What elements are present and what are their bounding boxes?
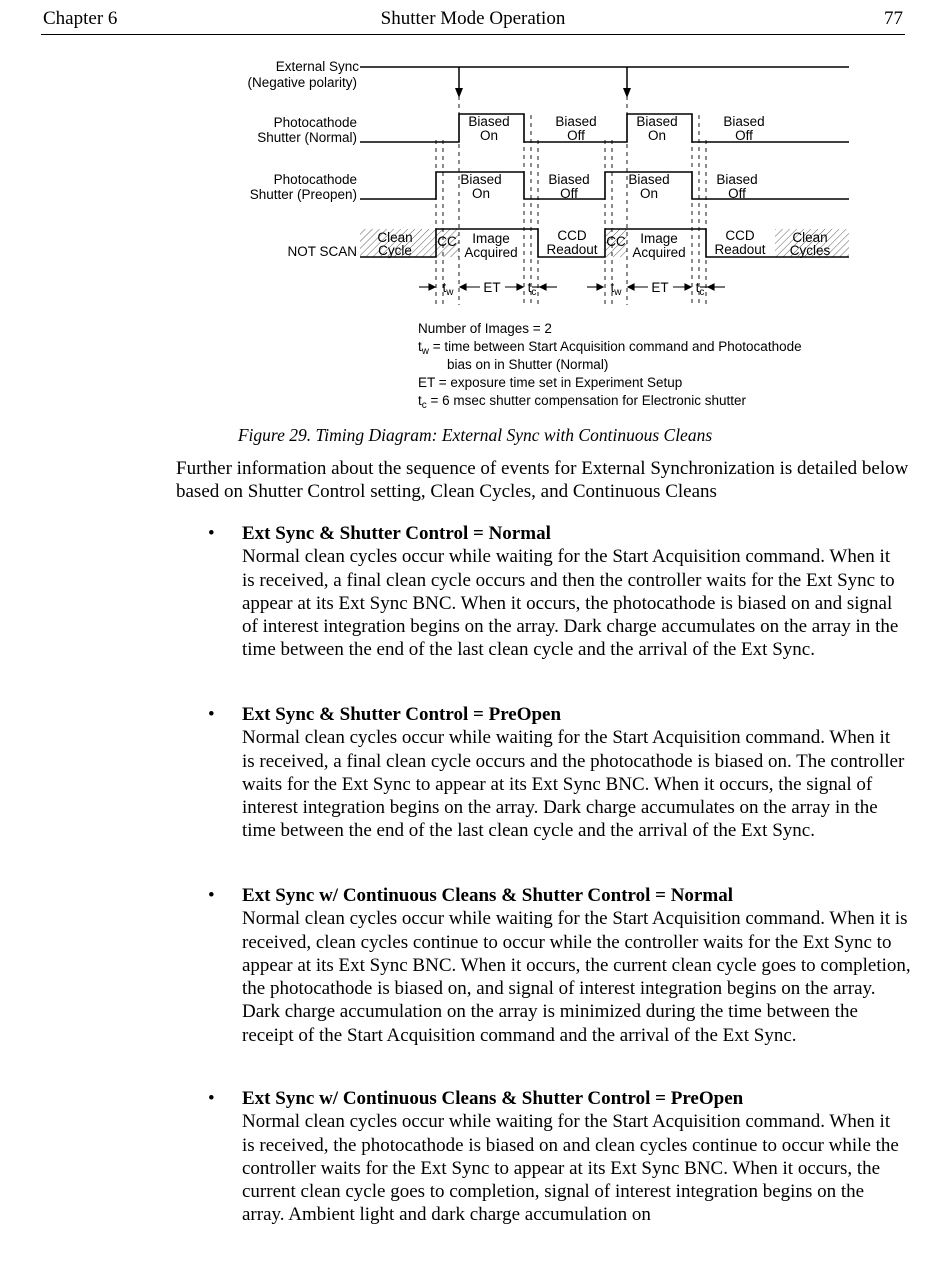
- preopen-shutter-waveform: [360, 172, 849, 199]
- normal-biased-off-2-top: Biased: [723, 114, 765, 129]
- bullet-dot: •: [208, 523, 215, 544]
- normal-biased-off-2-bottom: Off: [735, 128, 753, 143]
- ext-sync-label-1: External Sync: [275, 59, 359, 74]
- legend-tc-definition: $t_c = 6$ msec shutter compensation for Electronic shutter: [418, 393, 747, 411]
- figure-caption: Figure 29. Timing Diagram: External Sync with Continuous Cleans: [237, 425, 713, 445]
- ccd-readout-2-top: CCD: [725, 228, 755, 243]
- bullet-body: Normal clean cycles occur while waiting for the Start Acquisition command. When it is received, clean cycles continue to occur while the controller waits for the Ext Sync to appear at its Ext Sync BNC. When it occurs, the current clean cycle goes to completion, the photocathode is biased on, and signal of interest integration begins on the array. Dark charge accumulation on the array is minimized during the time between the receipt of the Start Acquisition command and the arrival of the Ext Sync.: [242, 908, 911, 1046]
- normal-shutter-waveform: [360, 114, 849, 142]
- tw-label-2: $t_w$: [610, 280, 622, 298]
- preopen-biased-on-2-top: Biased: [628, 172, 670, 187]
- et-label-2: ET: [651, 280, 669, 295]
- bullet-title: Ext Sync & Shutter Control = PreOpen: [242, 704, 562, 725]
- not-scan-label: NOT SCAN: [287, 244, 357, 259]
- bullet-title: Ext Sync w/ Continuous Cleans & Shutter Control = Normal: [242, 885, 733, 906]
- legend-number-of-images: Number of Images = 2: [418, 321, 552, 336]
- cc-label-2: CC: [606, 234, 626, 249]
- bullet-body: Normal clean cycles occur while waiting for the Start Acquisition command. When it is received, a final clean cycle occurs and the photocathode is biased on. The controller waits for the Ext Sync to appear at its Ext Sync BNC. When it occurs, the signal of interest integration begins on the array. Dark charge accumulates on the array in the time between the end of the last clean cycle and the arrival of the Ext Sync.: [242, 727, 905, 842]
- intro-paragraph: Further information about the sequence of events for External Synchronization is detailed below based on Shutter Control setting, Clean Cycles, and Continuous Cleans: [176, 458, 909, 503]
- chapter-label: Chapter 6: [43, 8, 118, 29]
- bullet-dot: •: [208, 704, 215, 725]
- bullet-title: Ext Sync w/ Continuous Cleans & Shutter Control = PreOpen: [242, 1088, 744, 1109]
- section-title: Shutter Mode Operation: [380, 8, 566, 29]
- normal-shutter-label-1: Photocathode: [273, 115, 357, 130]
- bullet-body: Normal clean cycles occur while waiting for the Start Acquisition command. When it is received, the photocathode is biased on and clean cycles continue to occur while the controller waits for the Ext Sync to appear at its Ext Sync BNC. When it occurs, the current clean cycle goes to completion, signal of interest integration begins on the array. Ambient light and dark charge accumulation on: [242, 1111, 899, 1226]
- image-acquired-1-bottom: Acquired: [464, 245, 518, 260]
- preopen-shutter-label-1: Photocathode: [273, 172, 357, 187]
- preopen-biased-off-1-top: Biased: [548, 172, 590, 187]
- legend-tw-definition-cont: bias on in Shutter (Normal): [447, 357, 609, 372]
- clean-cycles-right-top: Clean: [792, 230, 828, 245]
- page-header: [41, 8, 905, 35]
- timing-diagram: [235, 55, 855, 415]
- bullet-title: Ext Sync & Shutter Control = Normal: [242, 523, 551, 544]
- cc-label-1: CC: [437, 234, 457, 249]
- tc-label-2: $t_c$: [695, 280, 705, 298]
- preopen-biased-off-1-bottom: Off: [560, 186, 578, 201]
- preopen-biased-on-1-top: Biased: [460, 172, 502, 187]
- preopen-biased-on-1-bottom: On: [471, 186, 491, 201]
- normal-shutter-label-2: Shutter (Normal): [257, 130, 357, 145]
- preopen-biased-off-2-top: Biased: [716, 172, 758, 187]
- bullet-dot: •: [208, 885, 215, 906]
- ccd-readout-1-bottom: Readout: [546, 242, 598, 257]
- timing-marks: [419, 284, 725, 290]
- clean-cycle-left-top: Clean: [377, 230, 413, 245]
- normal-biased-on-1-bottom: On: [479, 128, 499, 143]
- image-acquired-2-bottom: Acquired: [632, 245, 686, 260]
- ccd-readout-2-bottom: Readout: [714, 242, 766, 257]
- preopen-shutter-label-2: Shutter (Preopen): [249, 187, 357, 202]
- tc-label-1: $t_c$: [527, 280, 537, 298]
- bullet-body: Normal clean cycles occur while waiting for the Start Acquisition command. When it is received, a final clean cycle occurs and then the controller waits for the Ext Sync to appear at its Ext Sync BNC. When it occurs, the photocathode is biased on and signal of interest integration begins on the array. Dark charge accumulates on the array in the time between the end of the last clean cycle and the arrival of the Ext Sync.: [242, 546, 899, 661]
- preopen-biased-off-2-bottom: Off: [728, 186, 746, 201]
- normal-biased-off-1-top: Biased: [555, 114, 597, 129]
- ext-sync-pulse-1: [455, 67, 463, 98]
- page-number: 77: [884, 8, 903, 29]
- normal-biased-on-1-top: Biased: [468, 114, 510, 129]
- normal-biased-off-1-bottom: Off: [567, 128, 585, 143]
- normal-biased-on-2-bottom: On: [647, 128, 667, 143]
- ext-sync-pulse-2: [623, 67, 631, 98]
- et-label-1: ET: [483, 280, 501, 295]
- image-acquired-1-top: Image: [472, 231, 510, 246]
- preopen-biased-on-2-bottom: On: [639, 186, 659, 201]
- ccd-readout-1-top: CCD: [557, 228, 587, 243]
- clean-cycle-left-bottom: Cycle: [378, 243, 412, 258]
- diagram-legend: [418, 321, 802, 411]
- bullet-dot: •: [208, 1088, 215, 1109]
- tw-label-1: $t_w$: [442, 280, 454, 298]
- image-acquired-2-top: Image: [640, 231, 678, 246]
- clean-cycles-right-bottom: Cycles: [789, 243, 831, 258]
- legend-et-definition: ET = exposure time set in Experiment Setup: [418, 375, 683, 390]
- ext-sync-label-2: (Negative polarity): [247, 75, 357, 90]
- legend-tw-definition: $t_w$ = time between Start Acquisition command and Photocathode: [418, 339, 802, 357]
- normal-biased-on-2-top: Biased: [636, 114, 678, 129]
